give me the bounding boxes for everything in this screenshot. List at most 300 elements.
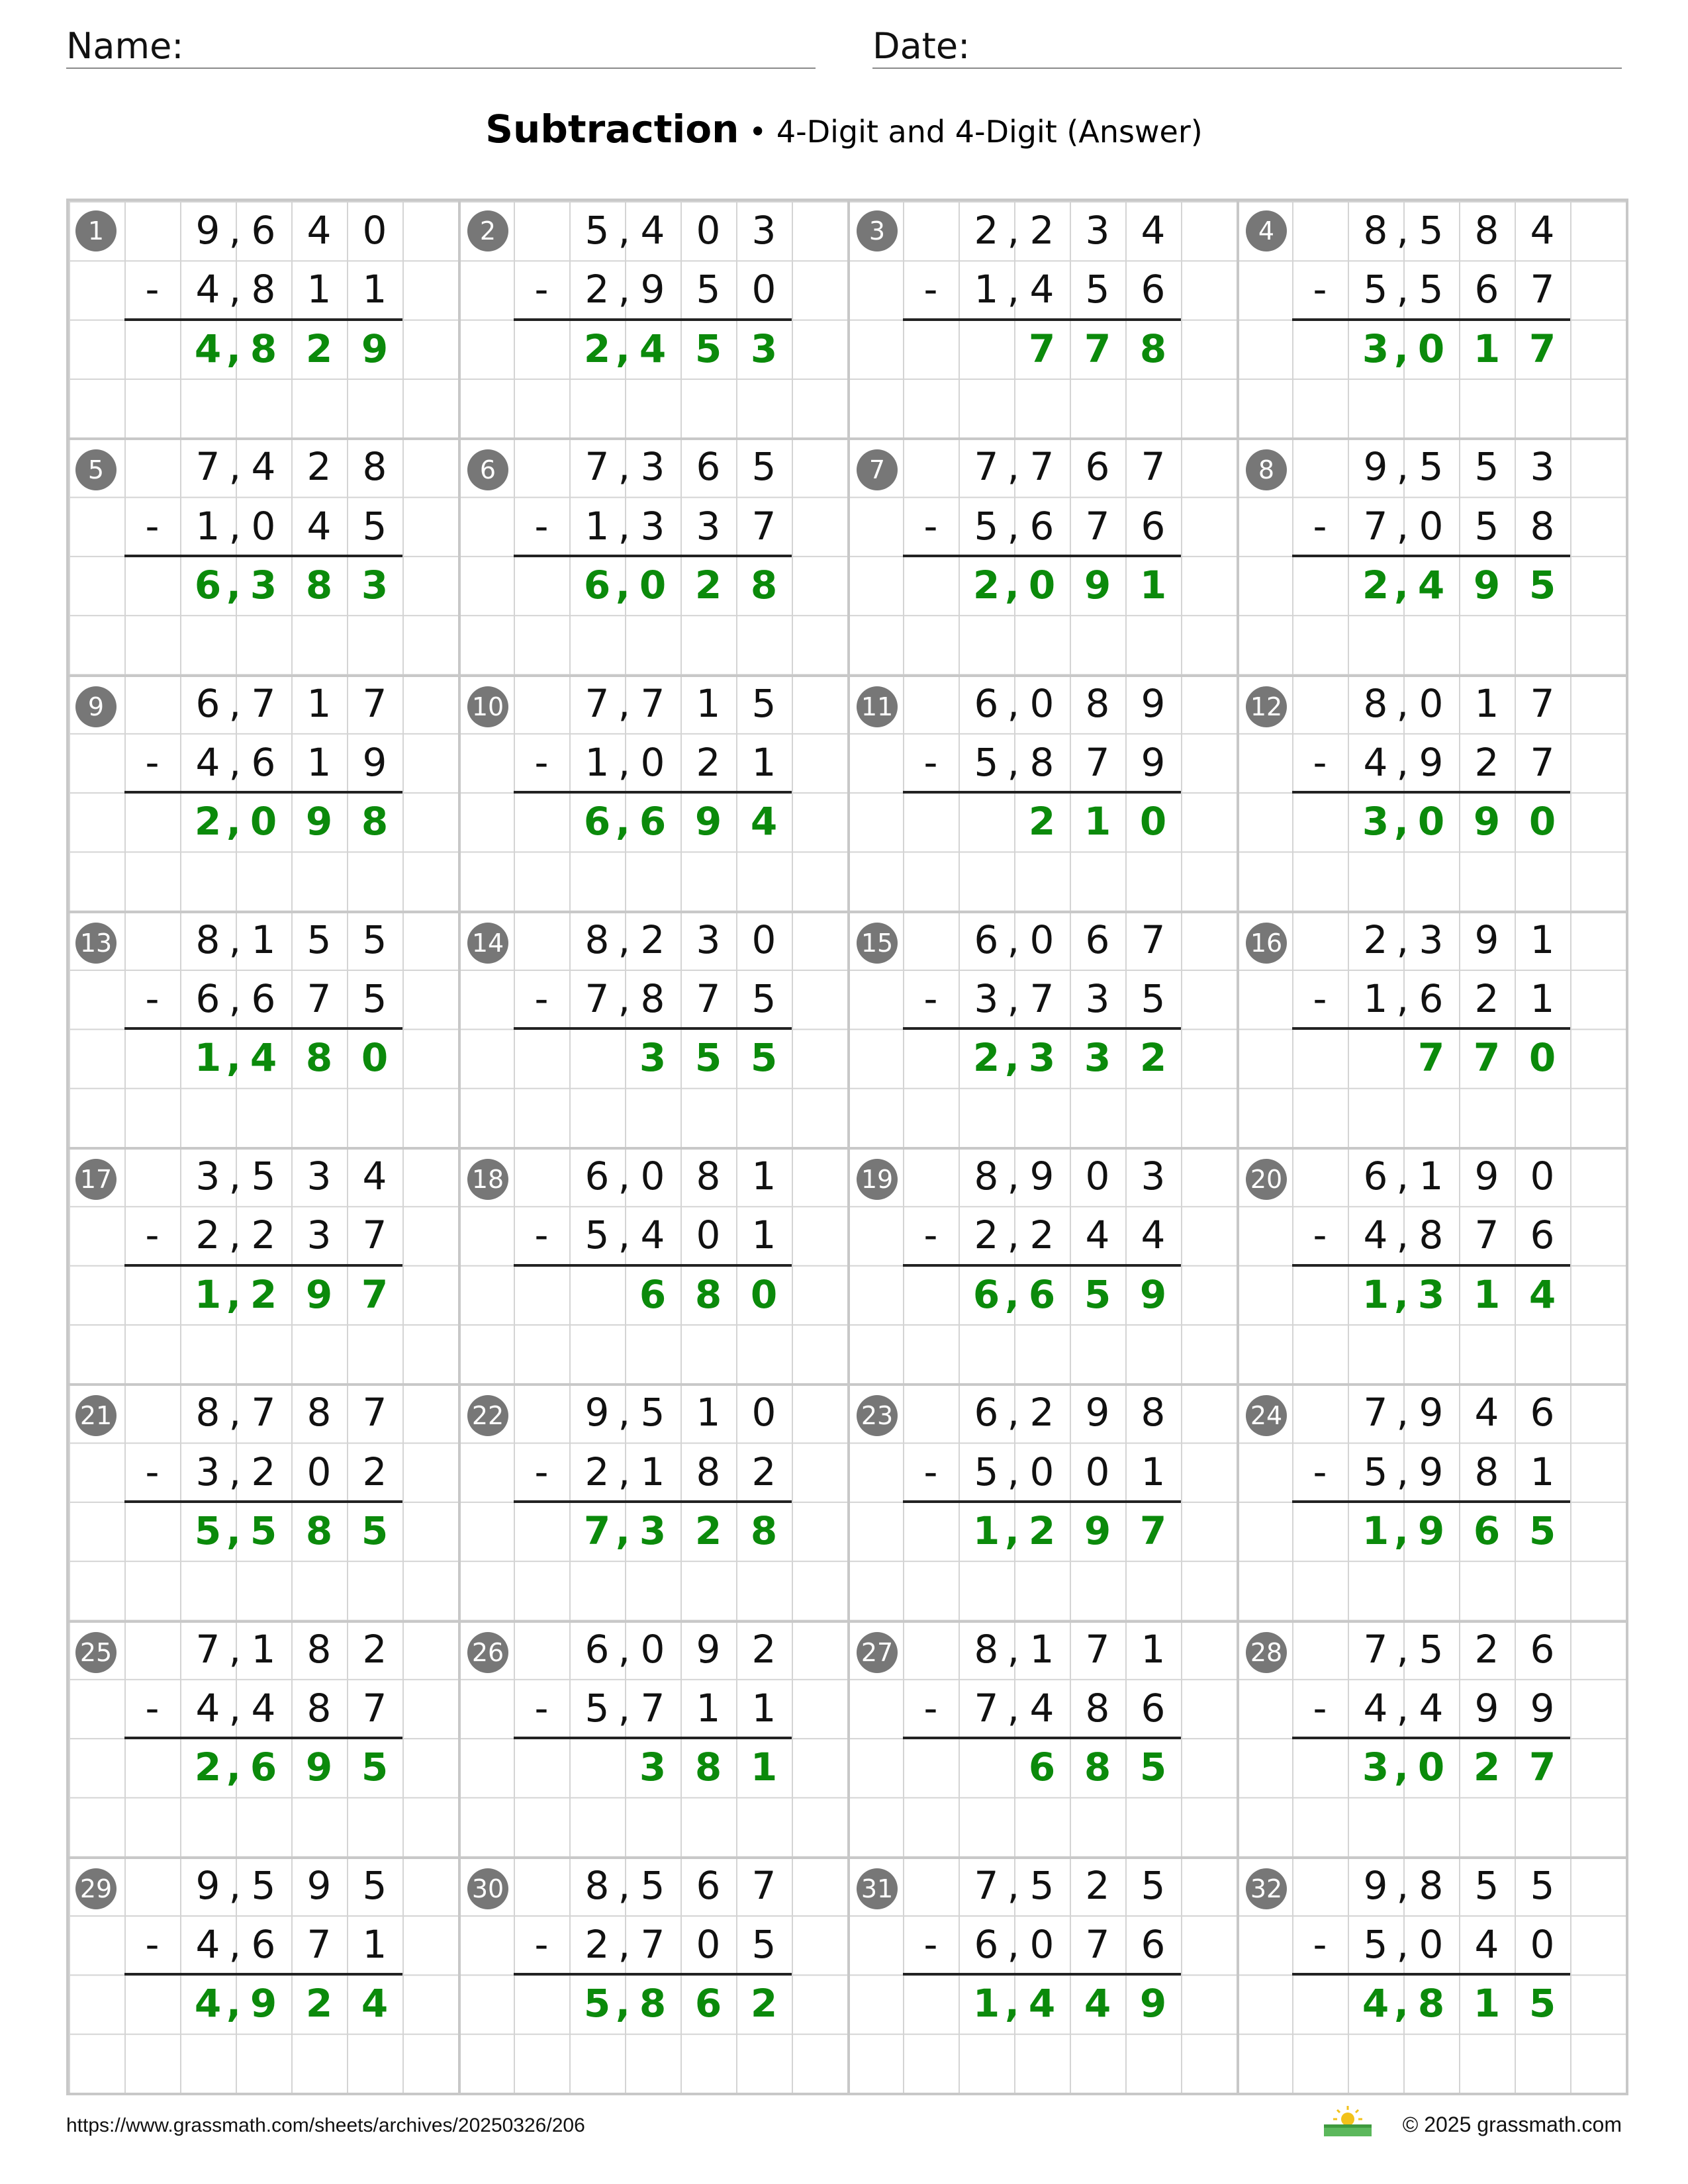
subtrahend-digit: 7 xyxy=(696,976,721,1022)
problem-number-badge: 17 xyxy=(75,1159,117,1200)
minuend-digit: 9 , xyxy=(569,1383,625,1442)
answer-digit: 8 xyxy=(305,562,333,608)
problem-number-badge: 31 xyxy=(857,1868,898,1909)
answer-digit: 2 xyxy=(250,1271,277,1317)
minuend-digit: 9 xyxy=(1419,1390,1444,1435)
subtrahend-digit: 0 xyxy=(306,1449,332,1494)
answer-digit: 3 xyxy=(361,562,389,608)
minuend-digit: 4 xyxy=(251,444,276,490)
subtrahend-digit: 3 , xyxy=(180,1443,236,1502)
subtrahend-digit: 4 xyxy=(1029,267,1055,312)
subtrahend-digit: 7 xyxy=(640,1922,665,1968)
answer-digit: 1 xyxy=(1473,1271,1501,1317)
problem-number-badge: 20 xyxy=(1246,1159,1287,1200)
minuend-digit: 7 xyxy=(251,1390,276,1435)
minuend-digit: 6 xyxy=(1085,444,1110,490)
minus-sign: - xyxy=(923,1922,938,1968)
grassmath-logo-icon xyxy=(1321,2103,1374,2138)
subtrahend-digit: 4 , xyxy=(180,1915,236,1974)
problem-8 xyxy=(1237,437,1626,674)
problem-number-badge: 6 xyxy=(467,449,508,490)
answer-digit: 1 , xyxy=(180,1265,236,1324)
answer-digit: 5 xyxy=(1528,1508,1556,1553)
answer-digit: 3 xyxy=(1084,1035,1111,1081)
subtrahend-digit: 0 xyxy=(1530,1922,1555,1968)
answer-digit: 3 , xyxy=(1348,1738,1403,1797)
minuend-digit: 9 , xyxy=(180,1856,236,1915)
subtrahend-digit: 6 , xyxy=(959,1915,1014,1974)
subtrahend-digit: 4 , xyxy=(180,1679,236,1738)
problem-6 xyxy=(458,437,847,674)
subtrahend-digit: 4 xyxy=(1085,1212,1110,1258)
answer-digit: 7 xyxy=(1139,1508,1167,1553)
minuend-digit: 2 xyxy=(1029,208,1055,253)
minuend-digit: 3 , xyxy=(180,1147,236,1206)
minuend-digit: 5 xyxy=(1530,1862,1555,1908)
answer-digit: 5 , xyxy=(180,1502,236,1561)
answer-digit: 2 , xyxy=(180,1738,236,1797)
subtrahend-digit: 5 , xyxy=(959,1443,1014,1502)
subtrahend-digit: 9 xyxy=(1419,739,1444,785)
subtrahend-digit: 6 xyxy=(1029,503,1055,549)
minuend-digit: 5 xyxy=(640,1390,665,1435)
answer-digit: 0 xyxy=(1028,562,1056,608)
problem-number-badge: 12 xyxy=(1246,686,1287,727)
problem-29 xyxy=(69,1856,458,2093)
subtrahend-digit: 7 xyxy=(1530,739,1555,785)
subtrahend-digit: 6 xyxy=(1141,267,1166,312)
minuend-digit: 6 , xyxy=(569,1147,625,1206)
minuend-digit: 5 xyxy=(1029,1862,1055,1908)
minuend-digit: 7 , xyxy=(569,437,625,496)
minuend-digit: 8 xyxy=(1141,1390,1166,1435)
problem-21 xyxy=(69,1383,458,1619)
minuend-digit: 5 xyxy=(1474,1862,1499,1908)
problem-16 xyxy=(1237,911,1626,1147)
problem-10 xyxy=(458,674,847,911)
minuend-digit: 2 xyxy=(751,1626,776,1672)
minuend-digit: 2 , xyxy=(1348,911,1403,970)
minuend-digit: 7 , xyxy=(1348,1620,1403,1679)
answer-digit: 1 , xyxy=(180,1028,236,1087)
answer-digit: 4 xyxy=(1417,562,1445,608)
minuend-digit: 0 xyxy=(1029,917,1055,962)
answer-digit: 2 xyxy=(1473,1745,1501,1790)
subtrahend-digit: 7 , xyxy=(1348,497,1403,556)
minuend-digit: 7 xyxy=(1085,1626,1110,1672)
minuend-digit: 3 xyxy=(1530,444,1555,490)
title-subtitle: • 4-Digit and 4-Digit (Answer) xyxy=(739,114,1203,150)
minuend-digit: 0 xyxy=(1085,1154,1110,1199)
answer-digit: 1 xyxy=(1473,326,1501,371)
subtrahend-digit: 4 xyxy=(306,503,332,549)
answer-digit: 8 xyxy=(694,1745,722,1790)
subtrahend-digit: 5 , xyxy=(959,497,1014,556)
answer-digit: 1 , xyxy=(959,1974,1014,2033)
subtrahend-digit: 7 xyxy=(1474,1212,1499,1258)
minuend-digit: 0 xyxy=(640,1626,665,1672)
minuend-digit: 7 xyxy=(362,1390,387,1435)
subtrahend-digit: 3 , xyxy=(959,970,1014,1028)
problem-number-badge: 7 xyxy=(857,449,898,490)
minuend-digit: 3 xyxy=(696,917,721,962)
minuend-digit: 4 xyxy=(1530,208,1555,253)
subtrahend-digit: 9 xyxy=(1474,1685,1499,1731)
subtrahend-digit: 5 , xyxy=(959,733,1014,792)
subtrahend-digit: 1 xyxy=(306,267,332,312)
subtrahend-digit: 6 , xyxy=(180,970,236,1028)
problem-number-badge: 3 xyxy=(857,210,898,251)
answer-digit: 7 xyxy=(1528,1745,1556,1790)
subtrahend-digit: 0 xyxy=(696,1212,721,1258)
subtrahend-digit: 1 xyxy=(751,739,776,785)
answer-digit: 6 xyxy=(1473,1508,1501,1553)
problem-number-badge: 15 xyxy=(857,923,898,964)
answer-digit: 7 xyxy=(1473,1035,1501,1081)
subtrahend-digit: 1 xyxy=(1530,976,1555,1022)
problem-number-badge: 14 xyxy=(467,923,508,964)
answer-digit: 3 xyxy=(639,1745,667,1790)
minuend-digit: 1 xyxy=(751,1154,776,1199)
answer-digit: 4 , xyxy=(1348,1974,1403,2033)
problem-number-badge: 24 xyxy=(1246,1395,1287,1436)
answer-digit: 9 xyxy=(1084,1508,1111,1553)
minuend-digit: 7 xyxy=(1141,917,1166,962)
answer-digit: 4 xyxy=(1028,1981,1056,2026)
minuend-digit: 1 xyxy=(251,917,276,962)
minuend-digit: 6 , xyxy=(959,674,1014,733)
problem-13 xyxy=(69,911,458,1147)
subtrahend-digit: 5 xyxy=(362,976,387,1022)
subtrahend-digit: 6 xyxy=(1141,503,1166,549)
subtrahend-digit: 4 xyxy=(1419,1685,1444,1731)
minuend-digit: 2 xyxy=(1085,1862,1110,1908)
subtrahend-digit: 1 , xyxy=(959,260,1014,319)
minuend-digit: 9 xyxy=(1085,1390,1110,1435)
answer-digit: 9 xyxy=(305,1745,333,1790)
minuend-digit: 9 xyxy=(1029,1154,1055,1199)
subtrahend-digit: 8 xyxy=(1029,739,1055,785)
answer-digit: 7 xyxy=(1084,326,1111,371)
subtrahend-digit: 5 xyxy=(1474,503,1499,549)
answer-digit: 5 , xyxy=(569,1974,625,2033)
answer-digit: 0 xyxy=(639,562,667,608)
minuend-digit: 8 xyxy=(696,1154,721,1199)
subtrahend-digit: 1 xyxy=(362,267,387,312)
subtrahend-digit: 5 , xyxy=(1348,260,1403,319)
answer-digit: 0 xyxy=(250,799,277,844)
minus-sign: - xyxy=(1313,503,1327,549)
answer-digit: 2 xyxy=(694,1508,722,1553)
answer-digit: 8 xyxy=(250,326,277,371)
subtrahend-digit: 7 xyxy=(751,503,776,549)
minuend-digit: 0 xyxy=(1530,1154,1555,1199)
subtrahend-digit: 0 xyxy=(1419,1922,1444,1968)
subtrahend-digit: 9 xyxy=(362,739,387,785)
minuend-digit: 8 , xyxy=(569,911,625,970)
title-main: Subtraction xyxy=(485,107,739,152)
worksheet-title xyxy=(0,106,1688,155)
answer-digit: 3 xyxy=(1417,1271,1445,1317)
minuend-digit: 5 xyxy=(251,1154,276,1199)
subtrahend-digit: 5 xyxy=(1419,267,1444,312)
subtrahend-digit: 5 , xyxy=(1348,1443,1403,1502)
answer-digit: 4 xyxy=(639,326,667,371)
answer-digit: 9 xyxy=(1139,1981,1167,2026)
subtrahend-digit: 1 xyxy=(1141,1449,1166,1494)
subtrahend-digit: 7 , xyxy=(959,1679,1014,1738)
subtrahend-digit: 0 xyxy=(1085,1449,1110,1494)
date-field[interactable] xyxy=(872,25,1622,69)
subtrahend-digit: 4 , xyxy=(1348,1206,1403,1265)
answer-digit: 1 , xyxy=(1348,1502,1403,1561)
subtrahend-digit: 7 xyxy=(640,1685,665,1731)
answer-digit: 5 xyxy=(1528,1981,1556,2026)
subtrahend-digit: 4 xyxy=(1141,1212,1166,1258)
minuend-digit: 8 , xyxy=(1348,201,1403,260)
answer-digit: 3 xyxy=(250,562,277,608)
problem-number-badge: 29 xyxy=(75,1868,117,1909)
answer-digit: 4 xyxy=(250,1035,277,1081)
minuend-digit: 3 xyxy=(1085,208,1110,253)
minus-sign: - xyxy=(1313,267,1327,312)
answer-digit: 6 , xyxy=(569,556,625,615)
answer-digit: 8 xyxy=(639,1981,667,2026)
minuend-digit: 7 xyxy=(751,1862,776,1908)
subtrahend-digit: 0 xyxy=(1419,503,1444,549)
minuend-digit: 0 xyxy=(751,1390,776,1435)
answer-digit: 8 xyxy=(361,799,389,844)
problem-9 xyxy=(69,674,458,911)
problem-number-badge: 23 xyxy=(857,1395,898,1436)
minuend-digit: 5 xyxy=(1419,444,1444,490)
problem-number-badge: 32 xyxy=(1246,1868,1287,1909)
minuend-digit: 6 xyxy=(251,208,276,253)
answer-digit: 1 xyxy=(1473,1981,1501,2026)
subtrahend-digit: 2 xyxy=(251,1449,276,1494)
subtrahend-digit: 2 , xyxy=(569,1443,625,1502)
minus-sign: - xyxy=(1313,1922,1327,1968)
answer-digit: 9 xyxy=(250,1981,277,2026)
answer-digit: 9 xyxy=(1417,1508,1445,1553)
subtrahend-digit: 2 xyxy=(696,739,721,785)
answer-digit: 2 , xyxy=(959,1028,1014,1087)
minuend-digit: 3 xyxy=(640,444,665,490)
minus-sign: - xyxy=(145,739,160,785)
minuend-digit: 7 xyxy=(251,680,276,726)
minuend-digit: 6 xyxy=(1530,1626,1555,1672)
minuend-digit: 9 xyxy=(1474,1154,1499,1199)
minuend-digit: 0 xyxy=(362,208,387,253)
answer-digit: 2 , xyxy=(959,556,1014,615)
answer-digit: 4 , xyxy=(180,1974,236,2033)
problem-number-badge: 11 xyxy=(857,686,898,727)
subtrahend-digit: 2 , xyxy=(569,260,625,319)
subtrahend-digit: 7 xyxy=(306,1922,332,1968)
answer-digit: 7 xyxy=(1028,326,1056,371)
minuend-digit: 6 xyxy=(696,1862,721,1908)
subtrahend-digit: 6 xyxy=(1419,976,1444,1022)
answer-digit: 0 xyxy=(1528,1035,1556,1081)
subtrahend-digit: 1 xyxy=(696,1685,721,1731)
answer-digit: 1 , xyxy=(1348,1265,1403,1324)
subtrahend-digit: 1 xyxy=(751,1685,776,1731)
minuend-digit: 6 , xyxy=(1348,1147,1403,1206)
subtrahend-digit: 7 xyxy=(306,976,332,1022)
minuend-digit: 6 xyxy=(1530,1390,1555,1435)
subtrahend-digit: 0 xyxy=(1029,1922,1055,1968)
minus-sign: - xyxy=(1313,1212,1327,1258)
problem-number-badge: 1 xyxy=(75,210,117,251)
subtrahend-digit: 7 , xyxy=(569,970,625,1028)
subtrahend-digit: 5 xyxy=(751,1922,776,1968)
subtrahend-digit: 6 xyxy=(251,739,276,785)
minuend-digit: 5 xyxy=(362,917,387,962)
minuend-digit: 8 xyxy=(1419,1862,1444,1908)
answer-digit: 2 xyxy=(305,1981,333,2026)
minuend-digit: 7 xyxy=(640,680,665,726)
problem-number-badge: 22 xyxy=(467,1395,508,1436)
answer-digit: 8 xyxy=(1139,326,1167,371)
minuend-digit: 1 xyxy=(1141,1626,1166,1672)
minuend-digit: 4 xyxy=(362,1154,387,1199)
subtrahend-digit: 6 xyxy=(1474,267,1499,312)
subtrahend-digit: 5 , xyxy=(569,1679,625,1738)
minuend-digit: 8 , xyxy=(959,1147,1014,1206)
answer-digit: 8 xyxy=(1084,1745,1111,1790)
answer-digit: 8 xyxy=(750,562,778,608)
minuend-digit: 5 xyxy=(251,1862,276,1908)
minus-sign: - xyxy=(1313,1685,1327,1731)
minuend-digit: 5 xyxy=(362,1862,387,1908)
answer-digit: 9 xyxy=(305,799,333,844)
minuend-digit: 9 xyxy=(306,1862,332,1908)
minus-sign: - xyxy=(923,739,938,785)
problem-27 xyxy=(847,1620,1237,1856)
minuend-digit: 3 xyxy=(1419,917,1444,962)
minuend-digit: 5 xyxy=(1474,444,1499,490)
minuend-digit: 6 , xyxy=(959,1383,1014,1442)
minuend-digit: 3 xyxy=(1141,1154,1166,1199)
problem-18 xyxy=(458,1147,847,1383)
answer-digit: 2 , xyxy=(180,792,236,851)
answer-digit: 8 xyxy=(694,1271,722,1317)
minus-sign: - xyxy=(1313,739,1327,785)
minuend-digit: 8 xyxy=(306,1390,332,1435)
subtrahend-digit: 2 , xyxy=(569,1915,625,1974)
subtrahend-digit: 9 xyxy=(1419,1449,1444,1494)
minus-sign: - xyxy=(145,503,160,549)
answer-digit: 9 xyxy=(305,1271,333,1317)
subtrahend-digit: 7 xyxy=(362,1685,387,1731)
subtrahend-digit: 6 xyxy=(1141,1685,1166,1731)
minuend-digit: 5 xyxy=(1419,1626,1444,1672)
subtrahend-digit: 1 , xyxy=(180,497,236,556)
minus-sign: - xyxy=(923,267,938,312)
answer-digit: 0 xyxy=(1417,1745,1445,1790)
problem-number-badge: 10 xyxy=(467,686,508,727)
answer-digit: 0 xyxy=(1528,799,1556,844)
subtrahend-digit: 4 , xyxy=(1348,733,1403,792)
answer-digit: 5 xyxy=(694,326,722,371)
subtrahend-digit: 8 xyxy=(1085,1685,1110,1731)
problem-19 xyxy=(847,1147,1237,1383)
problem-number-badge: 16 xyxy=(1246,923,1287,964)
answer-digit: 2 xyxy=(1028,799,1056,844)
answer-digit: 6 , xyxy=(180,556,236,615)
minuend-digit: 6 , xyxy=(180,674,236,733)
answer-digit: 6 xyxy=(1028,1745,1056,1790)
subtrahend-digit: 1 xyxy=(1530,1449,1555,1494)
footer-copyright: © 2025 grassmath.com xyxy=(1402,2113,1622,2136)
problem-number-badge: 26 xyxy=(467,1632,508,1673)
minuend-digit: 8 xyxy=(306,1626,332,1672)
minus-sign: - xyxy=(534,503,549,549)
minuend-digit: 1 xyxy=(306,680,332,726)
minus-sign: - xyxy=(1313,1449,1327,1494)
problem-26 xyxy=(458,1620,847,1856)
subtrahend-digit: 4 xyxy=(1029,1685,1055,1731)
minus-sign: - xyxy=(145,1685,160,1731)
minuend-digit: 7 , xyxy=(959,437,1014,496)
minus-sign: - xyxy=(1313,976,1327,1022)
minuend-digit: 7 , xyxy=(1348,1383,1403,1442)
minuend-digit: 9 xyxy=(1474,917,1499,962)
minuend-digit: 2 xyxy=(640,917,665,962)
subtrahend-digit: 6 xyxy=(251,976,276,1022)
minuend-digit: 0 xyxy=(1029,680,1055,726)
answer-digit: 4 xyxy=(1084,1981,1111,2026)
minuend-digit: 7 , xyxy=(959,1856,1014,1915)
problem-32 xyxy=(1237,1856,1626,2093)
minuend-digit: 0 xyxy=(696,208,721,253)
name-field[interactable] xyxy=(66,25,816,69)
answer-digit: 5 xyxy=(750,1035,778,1081)
subtrahend-digit: 8 xyxy=(1474,1449,1499,1494)
minuend-digit: 8 , xyxy=(1348,674,1403,733)
subtrahend-digit: 8 xyxy=(696,1449,721,1494)
subtrahend-digit: 7 xyxy=(1530,267,1555,312)
subtrahend-digit: 4 , xyxy=(180,260,236,319)
answer-digit: 6 xyxy=(694,1981,722,2026)
subtrahend-digit: 3 xyxy=(306,1212,332,1258)
minuend-digit: 2 xyxy=(362,1626,387,1672)
problem-number-badge: 28 xyxy=(1246,1632,1287,1673)
subtrahend-digit: 0 xyxy=(751,267,776,312)
subtrahend-digit: 1 , xyxy=(569,497,625,556)
subtrahend-digit: 2 xyxy=(1474,739,1499,785)
name-label: Name: xyxy=(66,25,184,67)
minuend-digit: 7 xyxy=(362,680,387,726)
subtrahend-digit: 8 xyxy=(640,976,665,1022)
minus-sign: - xyxy=(923,1685,938,1731)
subtrahend-digit: 0 xyxy=(251,503,276,549)
subtrahend-digit: 0 xyxy=(1029,1449,1055,1494)
subtrahend-digit: 3 xyxy=(640,503,665,549)
minus-sign: - xyxy=(145,1449,160,1494)
minuend-digit: 6 , xyxy=(959,911,1014,970)
minus-sign: - xyxy=(534,1449,549,1494)
answer-digit: 9 xyxy=(1084,562,1111,608)
minus-sign: - xyxy=(145,976,160,1022)
subtrahend-digit: 2 xyxy=(1029,1212,1055,1258)
answer-digit: 7 xyxy=(1528,326,1556,371)
problem-number-badge: 18 xyxy=(467,1159,508,1200)
minus-sign: - xyxy=(145,1922,160,1968)
minuend-digit: 2 xyxy=(1474,1626,1499,1672)
subtrahend-digit: 8 xyxy=(1419,1212,1444,1258)
answer-digit: 6 xyxy=(250,1745,277,1790)
